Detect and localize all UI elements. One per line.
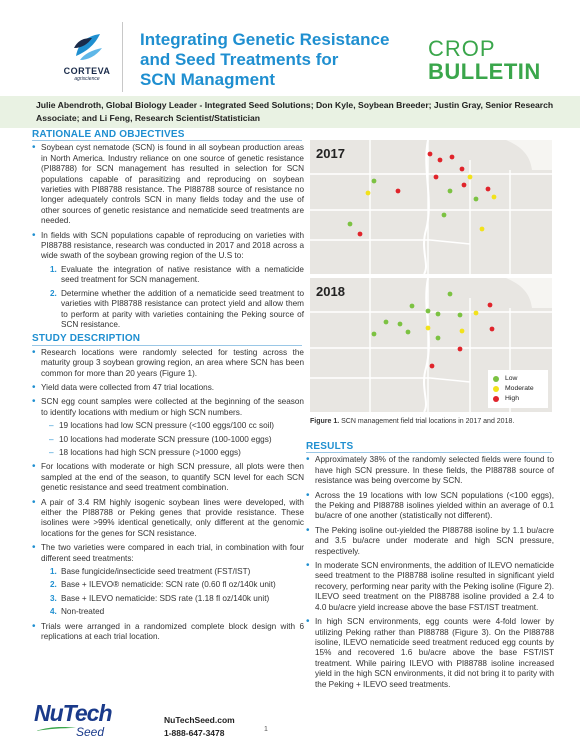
dot-moderate	[426, 326, 431, 331]
map-2017	[310, 140, 552, 274]
list-item: • Trials were arranged in a randomized complete block design with 6 replications at each trial location.	[32, 622, 304, 643]
dot-low	[372, 179, 377, 184]
dot-high	[490, 327, 495, 332]
result-item: • In high SCN environments, egg counts were 4-fold lower by utilizing Peking rather than PI88788 (Figure 3). On the PI88788 isoline, ILEVO nematicide seed treatment reduced egg counts by 15% and recovered 1.6 bu/acre above the base FST/IST treatment. While pairing ILEVO with PI88788 isoline increased yield in the high SCN environments, it did not bring it to parity with the Peking + ILEVO seed treatments.	[306, 617, 554, 690]
dot-moderate	[492, 195, 497, 200]
legend-row	[493, 374, 543, 384]
nutech-logo	[34, 700, 122, 744]
study-heading: STUDY DESCRIPTION	[32, 334, 302, 345]
list-item: • Research locations were randomly selected for testing across the maturity group 3 soybean growing region, an area where SCN has been common for more than 20 years (Figure 1).	[32, 348, 304, 379]
results-list	[306, 455, 554, 690]
dot-low	[410, 304, 415, 309]
page-number: 1	[264, 726, 268, 733]
list-item	[32, 397, 304, 458]
objective-item	[41, 289, 304, 331]
dot-moderate	[460, 329, 465, 334]
lake	[506, 278, 552, 308]
counts-list	[41, 421, 304, 458]
legend-row	[493, 394, 543, 404]
treatment-item	[41, 607, 304, 617]
list-item	[32, 543, 304, 617]
result-item: • The Peking isoline out-yielded the PI88788 isoline by 1.1 bu/acre and 3.5 bu/acre under moderate and high SCN pressure, respectively.	[306, 526, 554, 557]
header	[0, 0, 580, 94]
dot-low	[426, 309, 431, 314]
map-year-label: 2018	[316, 284, 345, 299]
list-item-text: SCN egg count samples were collected at the beginning of the season to identify locations with medium or high SCN numbers.	[41, 397, 304, 417]
dot-high	[450, 155, 455, 160]
corteva-subtitle: agriscience	[74, 76, 100, 82]
dot-low	[398, 322, 403, 327]
corteva-logo	[58, 28, 116, 86]
list-item	[32, 231, 304, 331]
legend-low-dot	[493, 376, 499, 382]
list-item: • A pair of 3.4 RM highly isogenic soybean lines were developed, with either the PI88788 or Peking genes that provide resistance. These isolines were >99% identical genetically, only different at the genomic locations for the genes for SCN resistance.	[32, 498, 304, 540]
objective-text: Evaluate the integration of native resistance with a nematicide seed treatment for SCN management.	[61, 264, 304, 285]
dot-low	[442, 213, 447, 218]
dot-moderate	[366, 191, 371, 196]
dot-low	[448, 189, 453, 194]
objective-item	[41, 265, 304, 286]
objective-text: Determine whether the addition of a nematicide seed treatment to varieties with PI88788 resistance can protect yield and allow them to perform at parity with varieties containing the Peking source of SCN resistance.	[61, 288, 304, 329]
legend-label: High	[505, 395, 519, 402]
figure-caption-text: SCN management field trial locations in 2017 and 2018.	[339, 418, 515, 425]
list-item-text: In fields with SCN populations capable of reproducing on varieties with PI88788 resistance, research was conducted in 2017 and 2018 across a wide swath of the soybean growing region of the U.S to:	[41, 230, 304, 261]
dot-low	[436, 336, 441, 341]
header-divider	[122, 22, 123, 92]
map-legend	[488, 370, 548, 408]
lake	[506, 140, 552, 170]
figure-caption	[310, 418, 560, 425]
dot-low	[372, 332, 377, 337]
count-item: – 19 locations had low SCN pressure (<100 eggs/100 cc soil)	[41, 421, 304, 431]
dot-low	[384, 320, 389, 325]
treatments-list	[41, 567, 304, 618]
list-item-text: The two varieties were compared in each trial, in combination with four different seed treatments:	[41, 543, 304, 563]
treatment-item	[41, 580, 304, 590]
dot-high	[428, 152, 433, 157]
bulletin-label: BULLETIN	[428, 59, 541, 84]
phone-number[interactable]: 1-888-647-3478	[164, 728, 225, 738]
dot-high	[460, 167, 465, 172]
legend-label: Low	[505, 375, 518, 382]
dot-low	[458, 313, 463, 318]
study-list	[32, 348, 304, 643]
objective-number: 2.	[50, 288, 57, 298]
result-item: • Approximately 38% of the randomly selected fields were found to have high SCN pressure. In these fields, the PI88788 source of resistance was being overcome by SCN.	[306, 455, 554, 486]
dot-high	[488, 303, 493, 308]
left-column	[32, 130, 304, 646]
treatment-item	[41, 567, 304, 577]
legend-row	[493, 384, 543, 394]
dot-high	[358, 232, 363, 237]
map-year-label: 2017	[316, 146, 345, 161]
objectives-list	[41, 265, 304, 330]
dot-moderate	[468, 175, 473, 180]
dot-low	[436, 312, 441, 317]
rationale-list	[32, 143, 304, 330]
rationale-heading: RATIONALE AND OBJECTIVES	[32, 130, 302, 141]
figure-caption-label: Figure 1.	[310, 418, 340, 425]
authors-band	[0, 96, 580, 128]
title-line: Integrating Genetic Resistance	[140, 30, 390, 49]
dot-high	[396, 189, 401, 194]
authors-text: Julie Abendroth, Global Biology Leader - Integrated Seed Solutions; Don Kyle, Soybean Breeder; Justin Gray, Senior Research Associate; and Li Feng, Research Scientist/Statistician	[36, 100, 554, 123]
list-item: • Soybean cyst nematode (SCN) is found in all soybean production areas in North America. Industry reliance on one source of genetic resistance (PI88788) for SCN management has resulted in selection for SCN populations capable of parasitizing and reproducing on soybean varieties with PI88788 resistance. The PI88788 source of resistance no longer adequately controls SCN in many fields today and the use of other sources of genetic resistance and nematicide seed treatments are needed.	[32, 143, 304, 226]
treatment-number: 3.	[50, 593, 57, 603]
treatment-text: Base + ILEVO® nematicide: SCN rate (0.60 fl oz/140k unit)	[61, 580, 276, 590]
nutech-wordmark: NuTech	[34, 700, 112, 726]
dot-high	[434, 175, 439, 180]
corteva-leaf-icon	[70, 30, 104, 64]
state-borders	[310, 140, 552, 274]
count-item: – 10 locations had moderate SCN pressure (100-1000 eggs)	[41, 435, 304, 445]
treatment-text: Non-treated	[61, 607, 105, 617]
dot-high	[430, 364, 435, 369]
result-item: • In moderate SCN environments, the addition of ILEVO nematicide seed treatment to the PI88788 isoline resulted in significant yield recovery, performing near parity with the Peking isoline (Figure 2). ILEVO seed treatment on the PI88788 isoline provided a 2.4 to 4.0 bu/acre yield increase above the base FST/IST treatment.	[306, 561, 554, 613]
dot-high	[462, 183, 467, 188]
corteva-wordmark: CORTEVA	[63, 66, 111, 76]
dot-high	[458, 347, 463, 352]
legend-moderate-dot	[493, 386, 499, 392]
map-2017-svg	[310, 140, 552, 274]
website-link[interactable]: NuTechSeed.com	[164, 715, 235, 725]
dot-low	[406, 330, 411, 335]
map-2018	[310, 278, 552, 412]
swoosh-icon	[36, 726, 76, 732]
legend-high-dot	[493, 396, 499, 402]
treatment-item	[41, 594, 304, 604]
dot-low	[348, 222, 353, 227]
list-item: • For locations with moderate or high SCN pressure, all plots were then sampled at the end of the season, to quantify SCN level for each SCN genetic resistance and seed treatment combination.	[32, 462, 304, 493]
treatment-number: 1.	[50, 567, 57, 577]
count-item: – 18 locations had high SCN pressure (>1000 eggs)	[41, 448, 304, 458]
dot-moderate	[474, 311, 479, 316]
treatment-text: Base + ILEVO nematicide: SDS rate (1.18 fl oz/140k unit)	[61, 593, 270, 603]
dot-high	[438, 158, 443, 163]
treatment-number: 4.	[50, 607, 57, 617]
dot-moderate	[480, 227, 485, 232]
page-title	[140, 30, 400, 90]
results-column	[306, 442, 554, 694]
objective-number: 1.	[50, 264, 57, 274]
crop-label: CROP	[428, 36, 496, 61]
treatment-number: 2.	[50, 580, 57, 590]
results-heading: RESULTS	[306, 442, 552, 453]
title-line: and Seed Treatments for	[140, 50, 339, 69]
dot-low	[448, 292, 453, 297]
dot-low	[474, 197, 479, 202]
trial-dots-2018	[372, 292, 495, 369]
treatment-text: Base fungicide/insecticide seed treatment (FST/IST)	[61, 567, 251, 577]
list-item: • Yield data were collected from 47 trial locations.	[32, 383, 304, 393]
nutech-seed-label: Seed	[76, 725, 105, 739]
title-line: SCN Managment	[140, 70, 276, 89]
dot-high	[486, 187, 491, 192]
result-item: • Across the 19 locations with low SCN populations (<100 eggs), the Peking and PI88788 isolines yielded within an average of 0.1 bu/acre of one another (statistically not different).	[306, 491, 554, 522]
legend-label: Moderate	[505, 385, 534, 392]
